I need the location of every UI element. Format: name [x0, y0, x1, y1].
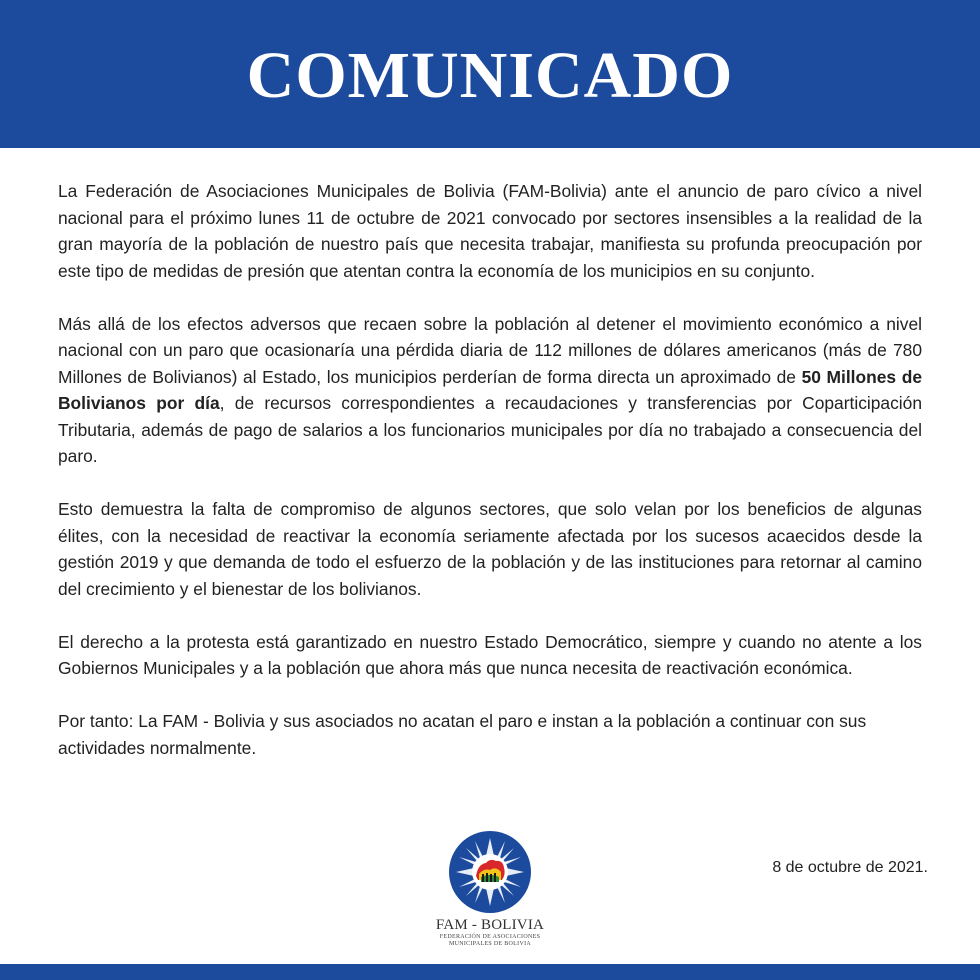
- footer-bar: [0, 964, 980, 980]
- communique-body: [58, 178, 922, 761]
- paragraph-3: Esto demuestra la falta de compromiso de algunos sectores, que solo velan por los beneficios de algunas élites, con la necesidad de reactivar la economía seriamente afectada por los sucesos acaecidos desde la gestión 2019 y que demanda de todo el esfuerzo de la población y de las instituciones para retornar al camino del crecimiento y el bienestar de los bolivianos.: [58, 499, 922, 599]
- header-banner: [0, 0, 980, 148]
- paragraph-4: El derecho a la protesta está garantizado en nuestro Estado Democrático, siempre y cuando no atente a los Gobiernos Municipales y a la población que ahora más que nunca necesita de reactivación económica.: [58, 631, 922, 678]
- logo-subtitle-line-1: FEDERACIÓN DE ASOCIACIONES: [439, 934, 541, 940]
- fam-bolivia-logo: [430, 830, 550, 955]
- logo-name: FAM - BOLIVIA: [435, 917, 545, 933]
- paragraph-5: Por tanto: La FAM - Bolivia y sus asociados no acatan el paro e instan a la población a continuar con sus actividades normalmente.: [58, 711, 867, 758]
- fam-bolivia-logo-icon: [448, 830, 532, 914]
- paragraph-2-text-end: , de recursos correspondientes a recaudaciones y transferencias por Coparticipación Tributaria, además de pago de salarios a los funcionarios municipales por día no trabajado a consecuencia del paro.: [58, 393, 923, 466]
- logo-subtitle-line-2: MUNICIPALES DE BOLIVIA: [448, 941, 532, 947]
- paragraph-2-text-start: Más allá de los efectos adversos que recaen sobre la población al detener el movimiento económico a nivel nacional con un paro que ocasionaría una pérdida diaria de 112 millones de dólares americanos (más de 780 Millones de Bolivianos) al Estado, los municipios perderían de forma directa un aproximado de: [58, 313, 922, 387]
- paragraph-2: [58, 311, 922, 470]
- paragraph-2-highlight: 50 Millones de Bolivianos por día: [58, 366, 922, 413]
- paragraph-1: La Federación de Asociaciones Municipales de Bolivia (FAM-Bolivia) ante el anuncio de paro cívico a nivel nacional para el próximo lunes 11 de octubre de 2021 convocado por sectores insensibles a la realidad de la gran mayoría de la población de nuestro país que necesita trabajar, manifiesta su profunda preocupación por este tipo de medidas de presión que atentan contra la economía de los municipios en su conjunto.: [58, 181, 922, 281]
- issue-date: 8 de octubre de 2021.: [772, 859, 928, 876]
- page-title: COMUNICADO: [246, 39, 734, 112]
